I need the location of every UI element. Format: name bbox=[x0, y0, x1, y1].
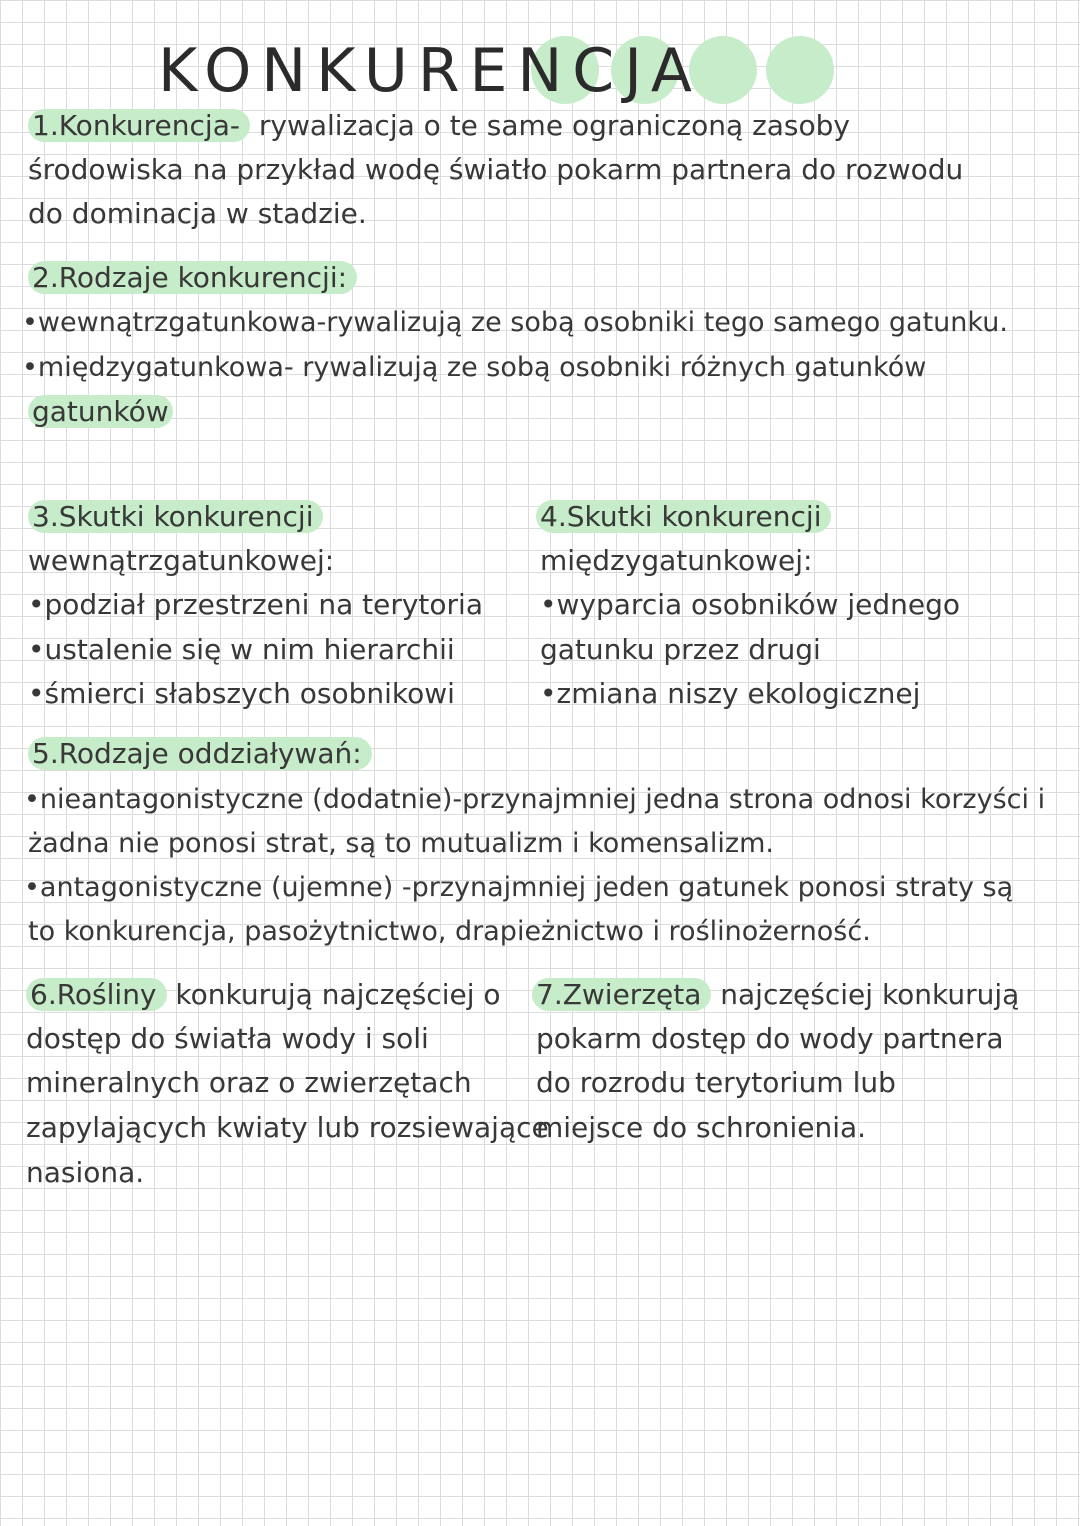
s6-line-5: nasiona. bbox=[26, 1156, 145, 1189]
s2-item-1: •wewnątrzgatunkowa-rywalizują ze sobą osobniki tego samego gatunku. bbox=[22, 307, 1008, 338]
s7-line-1-text: najczęściej konkurują bbox=[711, 978, 1020, 1011]
s3-item-2: •ustalenie się w nim hierarchii bbox=[28, 633, 455, 666]
s3-item-3: •śmierci słabszych osobnikowi bbox=[28, 677, 455, 710]
s4-heading-text: 4.Skutki konkurencji bbox=[536, 500, 831, 533]
s1-line-3: do dominacja w stadzie. bbox=[28, 197, 367, 230]
s6-line-1 bbox=[26, 975, 501, 1015]
title-block bbox=[150, 30, 870, 110]
s5-item-2-line-2: to konkurencja, pasożytnictwo, drapieżnictwo i roślinożerność. bbox=[28, 916, 871, 947]
s6-line-1-text: konkurują najczęściej o bbox=[166, 978, 501, 1011]
s7-line-1 bbox=[532, 975, 1019, 1015]
s6-line-4: zapylających kwiaty lub rozsiewające bbox=[26, 1111, 549, 1144]
s2-heading bbox=[28, 258, 357, 298]
s1-line-1-text: rywalizacja o te same ograniczoną zasoby bbox=[249, 109, 850, 142]
s5-heading-text: 5.Rodzaje oddziaływań: bbox=[28, 737, 372, 770]
s2-heading-text: 2.Rodzaje konkurencji: bbox=[28, 261, 357, 294]
s5-heading bbox=[28, 734, 372, 774]
s4-item-1: •wyparcia osobników jednego bbox=[540, 588, 960, 621]
s2-item-2-cont-text: gatunków bbox=[28, 395, 173, 428]
s3-heading-text: 3.Skutki konkurencji bbox=[28, 500, 323, 533]
page-title: KONKURENCJA bbox=[158, 36, 702, 106]
s7-term: 7.Zwierzęta bbox=[532, 978, 711, 1011]
s7-line-2: pokarm dostęp do wody partnera bbox=[536, 1022, 1004, 1055]
s7-line-3: do rozrodu terytorium lub bbox=[536, 1066, 896, 1099]
s1-term: 1.Konkurencja- bbox=[28, 109, 250, 142]
s4-heading bbox=[536, 497, 831, 537]
s1-line-1 bbox=[28, 106, 850, 146]
s1-line-2: środowiska na przykład wodę światło pokarm partnera do rozwodu bbox=[28, 153, 964, 186]
s4-item-2: •zmiana niszy ekologicznej bbox=[540, 677, 921, 710]
s5-item-2-line-1: •antagonistyczne (ujemne) -przynajmniej jeden gatunek ponosi straty są bbox=[24, 872, 1014, 903]
s5-item-1-line-2: żadna nie ponosi strat, są to mutualizm i komensalizm. bbox=[28, 828, 774, 859]
s4-item-1-cont: gatunku przez drugi bbox=[540, 633, 821, 666]
s2-item-2: •międzygatunkowa- rywalizują ze sobą osobniki różnych gatunków bbox=[22, 352, 927, 383]
s3-sub: wewnątrzgatunkowej: bbox=[28, 544, 335, 577]
s6-line-3: mineralnych oraz o zwierzętach bbox=[26, 1066, 472, 1099]
s5-item-1-line-1: •nieantagonistyczne (dodatnie)-przynajmniej jedna strona odnosi korzyści i bbox=[24, 784, 1046, 815]
s4-sub: międzygatunkowej: bbox=[540, 544, 813, 577]
s6-term: 6.Rośliny bbox=[26, 978, 167, 1011]
s3-heading bbox=[28, 497, 323, 537]
s3-item-1: •podział przestrzeni na terytoria bbox=[28, 588, 483, 621]
s7-line-4: miejsce do schronienia. bbox=[536, 1111, 867, 1144]
s2-item-2-cont bbox=[28, 392, 173, 432]
s6-line-2: dostęp do światła wody i soli bbox=[26, 1022, 429, 1055]
